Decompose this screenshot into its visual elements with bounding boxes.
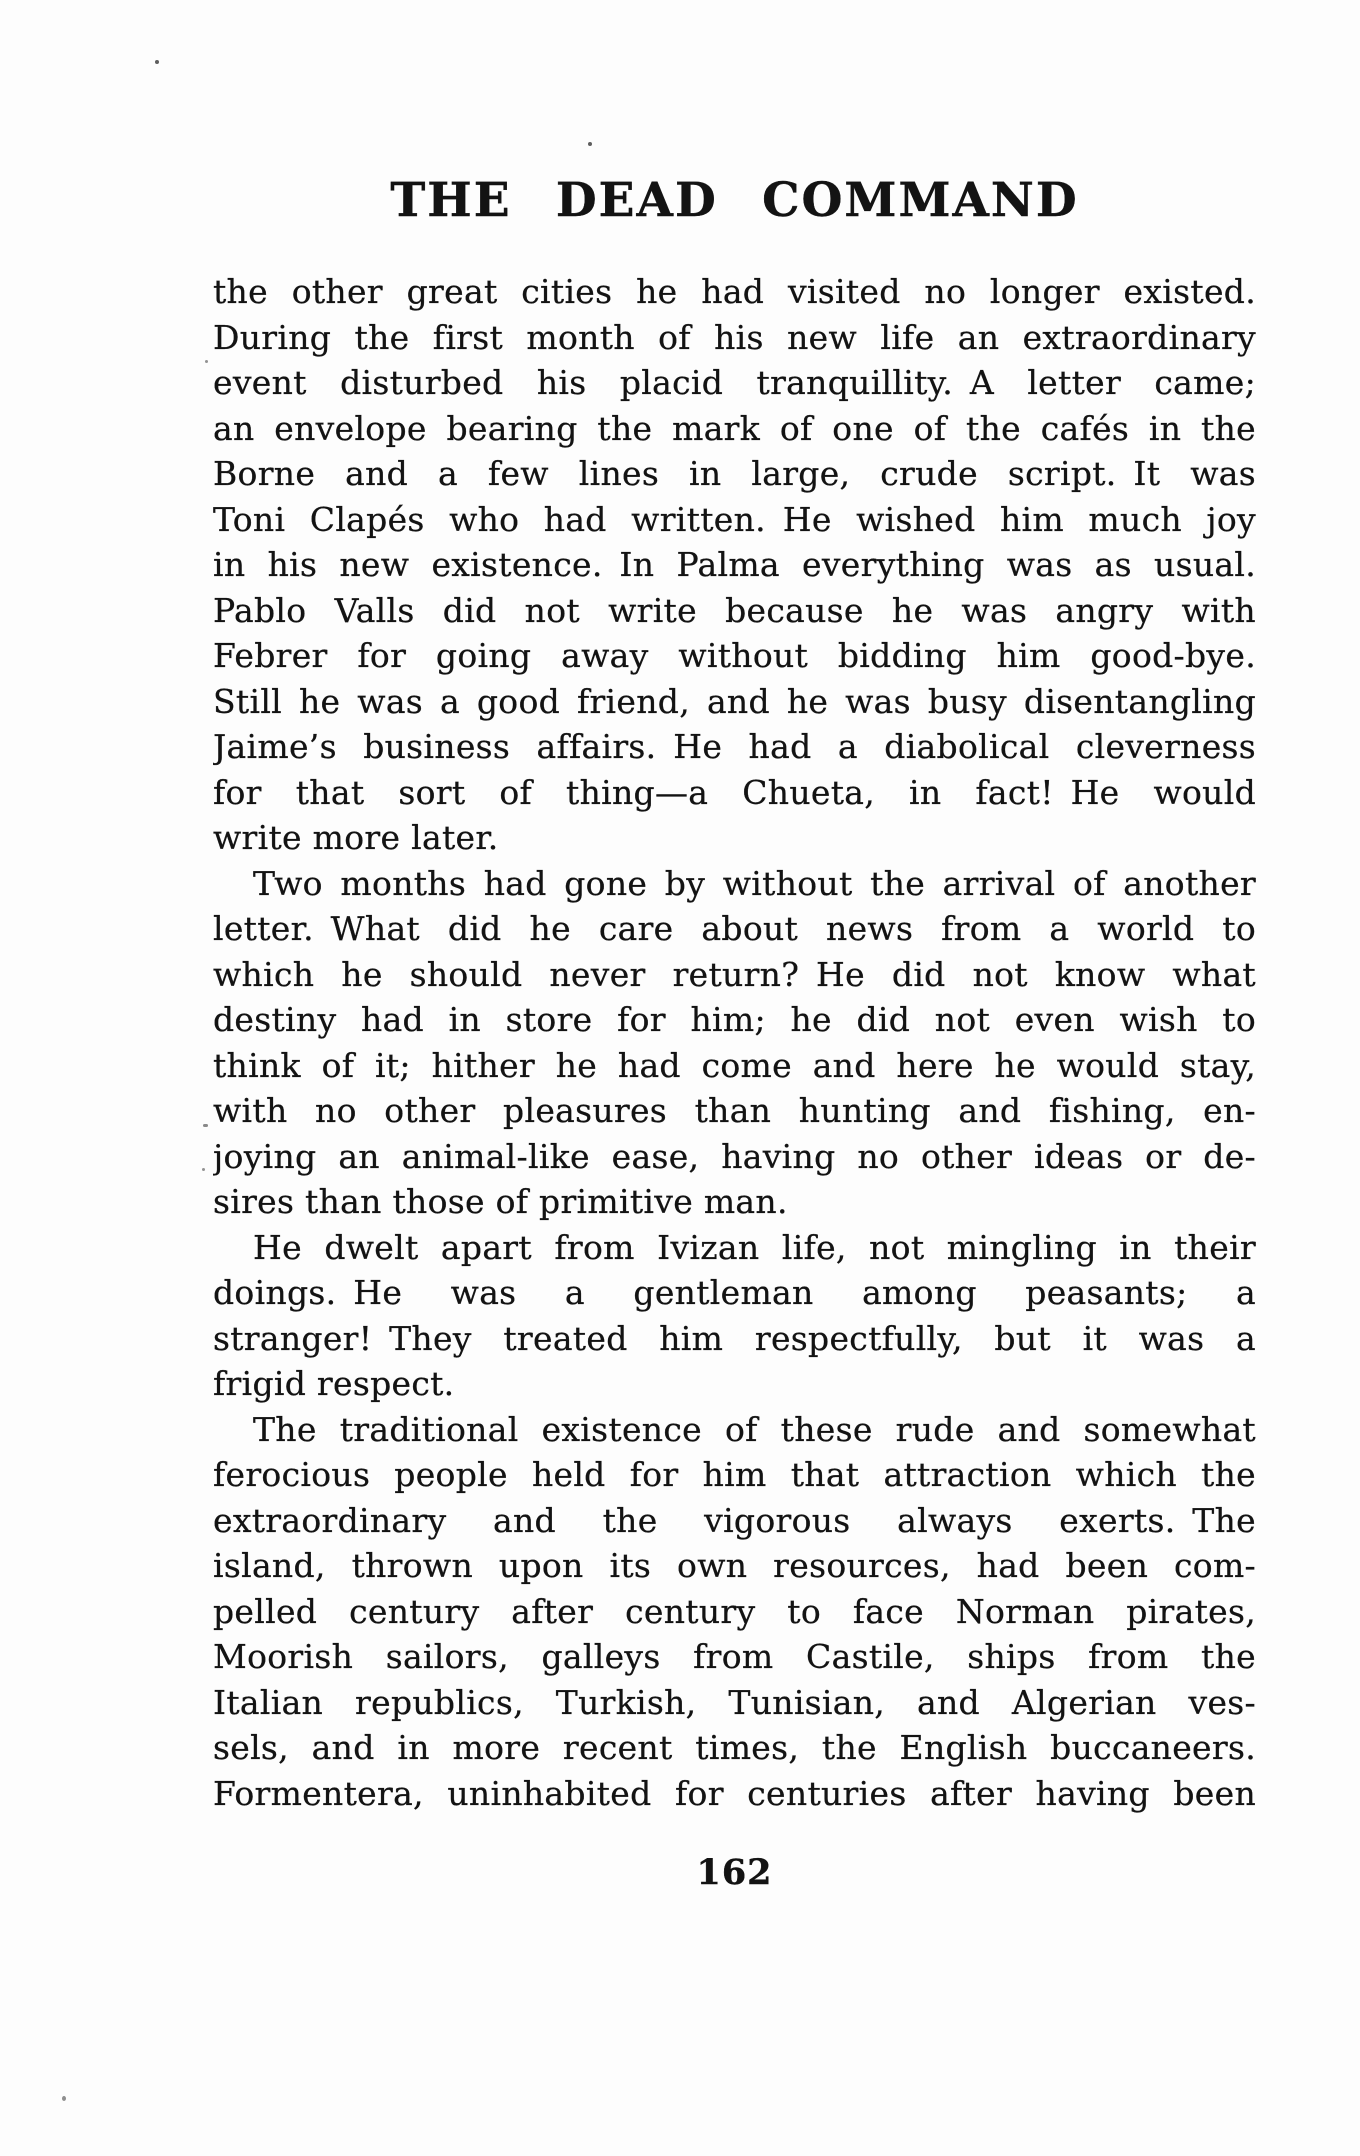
text-line: in his new existence. In Palma everything was as usual. [213, 545, 1256, 584]
text-line: think of it; hither he had come and here he would stay, [213, 1045, 1256, 1085]
text-line: for that sort of thing—a Chueta, in fact! He would [213, 772, 1256, 812]
text-line: Febrer for going away without bidding him good-bye. [213, 636, 1256, 675]
ink-speck [155, 60, 159, 64]
text-line: The traditional existence of these rude and somewhat [253, 1409, 1256, 1449]
text-line: During the first month of his new life an extraordinary [213, 317, 1256, 357]
ink-speck [588, 142, 592, 146]
running-head-title: THE DEAD COMMAND [390, 173, 1079, 228]
text-line: Formentera, uninhabited for centuries after having been [213, 1773, 1256, 1813]
text-line: Italian republics, Turkish, Tunisian, and Algerian ves- [213, 1682, 1256, 1722]
text-line: destiny had in store for him; he did not even wish to [213, 1000, 1256, 1039]
text-line: with no other pleasures than hunting and fishing, en- [213, 1091, 1256, 1130]
text-line: extraordinary and the vigorous always exerts. The [213, 1500, 1256, 1540]
text-line: Still he was a good friend, and he was busy disentangling [213, 681, 1256, 721]
text-line: Toni Clapés who had written. He wished him much joy [213, 499, 1256, 539]
page-number: 162 [696, 1852, 773, 1893]
text-line: pelled century after century to face Norman pirates, [213, 1591, 1256, 1631]
text-line: ferocious people held for him that attraction which the [213, 1455, 1256, 1494]
text-line: island, thrown upon its own resources, had been com- [213, 1546, 1256, 1585]
text-line: He dwelt apart from Ivizan life, not mingling in their [253, 1227, 1256, 1267]
text-line: joying an animal-like ease, having no other ideas or de- [213, 1136, 1256, 1176]
text-line: the other great cities he had visited no longer existed. [213, 272, 1256, 311]
ink-speck [202, 1168, 205, 1171]
text-line: Moorish sailors, galleys from Castile, ships from the [213, 1637, 1256, 1676]
text-line: Borne and a few lines in large, crude script. It was [213, 454, 1256, 493]
text-line: sels, and in more recent times, the English buccaneers. [213, 1728, 1256, 1767]
text-line: event disturbed his placid tranquillity. A letter came; [213, 363, 1256, 402]
text-line: stranger! They treated him respectfully, but it was a [213, 1318, 1256, 1358]
text-line: Two months had gone by without the arrival of another [253, 863, 1256, 903]
text-line: frigid respect. [213, 1364, 455, 1403]
ink-speck [205, 360, 208, 363]
text-line: letter. What did he care about news from a world to [213, 909, 1256, 948]
ink-speck [62, 2096, 66, 2101]
text-line: write more later. [213, 818, 499, 857]
text-line: doings. He was a gentleman among peasants; a [213, 1273, 1256, 1312]
ink-speck [203, 1124, 208, 1127]
text-block [213, 269, 1256, 1816]
text-line: sires than those of primitive man. [213, 1182, 788, 1221]
text-line: Pablo Valls did not write because he was angry with [213, 590, 1256, 630]
text-line: which he should never return? He did not know what [213, 954, 1256, 994]
text-line: an envelope bearing the mark of one of the cafés in the [213, 408, 1256, 448]
text-line: Jaime’s business affairs. He had a diabolical cleverness [213, 727, 1256, 766]
